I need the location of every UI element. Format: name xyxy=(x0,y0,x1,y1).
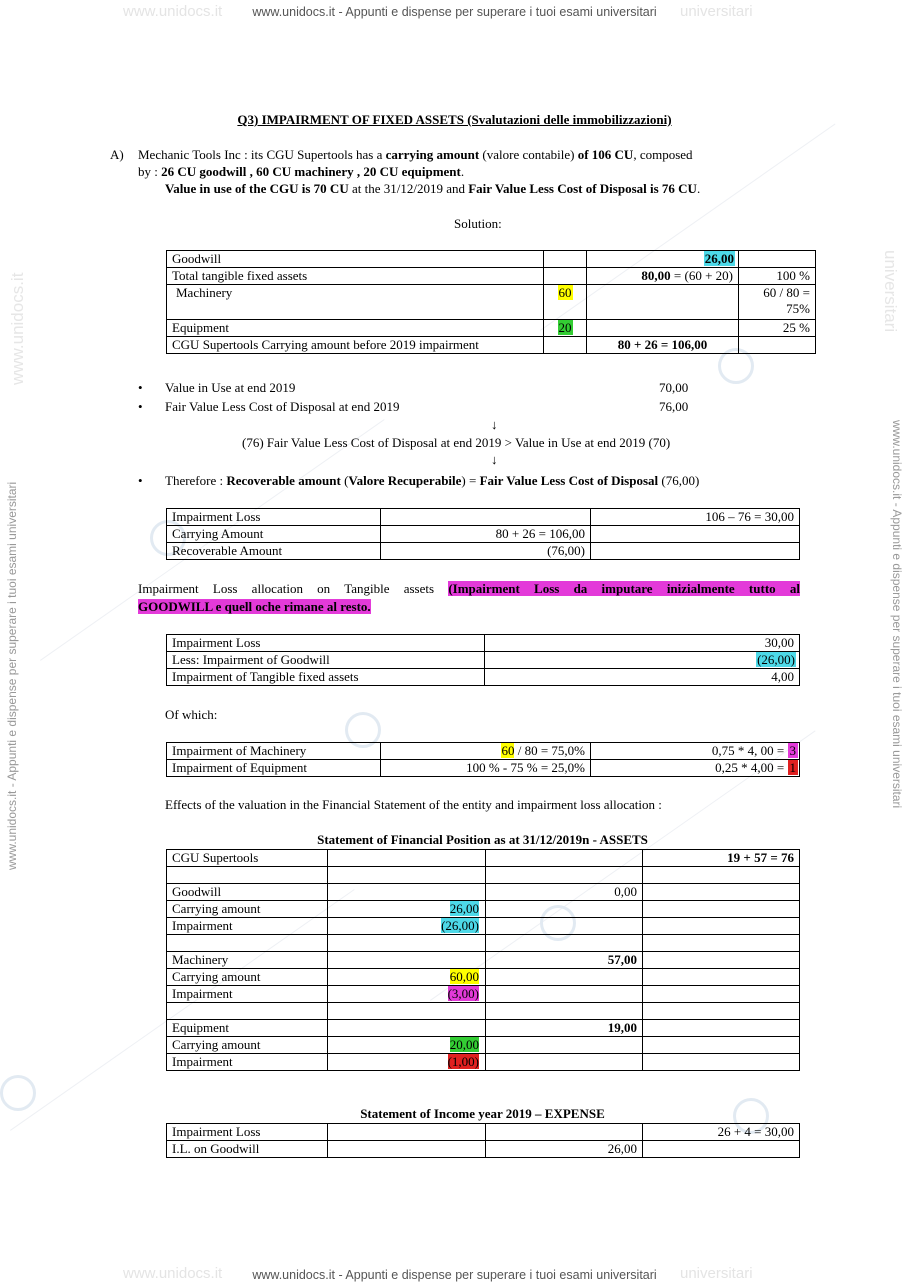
watermark-bottom: www.unidocs.it - Appunti e dispense per superare i tuoi esami universitari xyxy=(252,1268,657,1282)
value-in-use-bullet: • Value in Use at end 2019 xyxy=(165,380,295,396)
table-row: Carrying amount 20,00 xyxy=(167,1037,800,1054)
table-row xyxy=(167,935,800,952)
table-row: CGU Supertools 19 + 57 = 76 xyxy=(167,850,800,867)
table-row: Less: Impairment of Goodwill (26,00) xyxy=(167,652,800,669)
table-row: Machinery 60 60 / 80 = 75% xyxy=(167,285,816,320)
solution-label: Solution: xyxy=(454,216,502,231)
allocation-note: (Impairment Loss da imputare inizialmente tutto al xyxy=(448,581,801,596)
table-row: Equipment 20 25 % xyxy=(167,320,816,337)
table-row: Impairment (3,00) xyxy=(167,986,800,1003)
page-title: Q3) IMPAIRMENT OF FIXED ASSETS (Svalutazioni delle immobilizzazioni) xyxy=(237,112,672,127)
equipment-value: 20 xyxy=(558,320,572,335)
watermark-side-right: www.unidocs.it - Appunti e dispense per superare i tuoi esami universitari xyxy=(890,420,904,809)
table-row: Carrying amount 26,00 xyxy=(167,901,800,918)
table-row: Impairment of Tangible fixed assets 4,00 xyxy=(167,669,800,686)
down-arrow-icon: ↓ xyxy=(491,452,498,467)
of-which-label: Of which: xyxy=(165,707,218,722)
table-row: Impairment of Equipment 100 % - 75 % = 25,0% 0,25 * 4,00 = 1 xyxy=(167,760,800,777)
table-row: Goodwill 26,00 xyxy=(167,251,816,268)
watermark-top: www.unidocs.it - Appunti e dispense per superare i tuoi esami universitari xyxy=(252,5,657,19)
watermark-ghost-left-bottom: www.unidocs.it xyxy=(123,1265,223,1282)
table-row: Equipment 19,00 xyxy=(167,1020,800,1037)
allocation-line-2: GOODWILL e quell oche rimane al resto. xyxy=(138,599,371,614)
table-row: Impairment of Machinery 60 / 80 = 75,0% 0,75 * 4, 00 = 3 xyxy=(167,743,800,760)
income-statement-table xyxy=(166,1123,800,1158)
impairment-loss-table xyxy=(166,508,800,560)
table-row: Recoverable Amount (76,00) xyxy=(167,543,800,560)
machinery-value: 60 xyxy=(558,285,572,300)
table-row: Impairment (26,00) xyxy=(167,918,800,935)
recoverable-amount-bullet: • Therefore : Recoverable amount (Valore Recuperabile) = Fair Value Less Cost of Disposal (76,00) xyxy=(165,473,699,489)
goodwill-value: 26,00 xyxy=(704,251,734,266)
table-row xyxy=(167,1003,800,1020)
watermark-side-left: www.unidocs.it - Appunti e dispense per superare i tuoi esami universitari xyxy=(5,481,19,870)
financial-position-table xyxy=(166,849,800,1071)
table-row: Total tangible fixed assets 80,00 = (60 + 20) 100 % xyxy=(167,268,816,285)
table-row: Machinery 57,00 xyxy=(167,952,800,969)
fair-value-value: 76,00 xyxy=(659,399,689,414)
carrying-amount-table xyxy=(166,250,816,354)
value-in-use-value: 70,00 xyxy=(659,380,689,395)
intro-line-3: Value in use of the CGU is 70 CU at the 31/12/2019 and Fair Value Less Cost of Disposal is 76 CU. xyxy=(165,181,701,196)
watermark-ghost-right-bottom: universitari xyxy=(680,1265,753,1282)
watermark-ghost-left: www.unidocs.it xyxy=(123,3,223,20)
table-row: Carrying amount 60,00 xyxy=(167,969,800,986)
intro-line-2: by : 26 CU goodwill , 60 CU machinery , 20 CU equipment. xyxy=(138,164,465,179)
table-row: Impairment (1,00) xyxy=(167,1054,800,1071)
watermark-side-left-ghost: www.unidocs.it xyxy=(8,272,27,385)
tangible-split-table xyxy=(166,742,800,777)
down-arrow-icon: ↓ xyxy=(491,417,498,432)
income-title: Statement of Income year 2019 – EXPENSE xyxy=(360,1106,605,1121)
impairment-allocation-table xyxy=(166,634,800,686)
table-row: Impairment Loss 26 + 4 = 30,00 xyxy=(167,1124,800,1141)
effects-label: Effects of the valuation in the Financial Statement of the entity and impairment loss allocation : xyxy=(165,797,662,812)
fair-value-bullet: • Fair Value Less Cost of Disposal at end 2019 xyxy=(165,399,399,415)
sfp-title: Statement of Financial Position as at 31/12/2019n - ASSETS xyxy=(317,832,648,847)
comparison-line: (76) Fair Value Less Cost of Disposal at end 2019 > Value in Use at end 2019 (70) xyxy=(242,435,671,450)
table-row: Impairment Loss 106 – 76 = 30,00 xyxy=(167,509,800,526)
allocation-line-1: Impairment Loss allocation on Tangible assets (Impairment Loss da imputare inizialmente tutto al xyxy=(138,581,801,596)
unidocs-logo-icon xyxy=(0,1075,36,1111)
table-row: CGU Supertools Carrying amount before 2019 impairment 80 + 26 = 106,00 xyxy=(167,337,816,354)
table-row xyxy=(167,867,800,884)
intro-label: A) xyxy=(110,147,124,162)
table-row: I.L. on Goodwill 26,00 xyxy=(167,1141,800,1158)
watermark-ghost-right: universitari xyxy=(680,3,753,20)
intro-line-1: Mechanic Tools Inc : its CGU Supertools has a carrying amount (valore contabile) of 106 CU, composed xyxy=(138,147,693,162)
table-row: Goodwill 0,00 xyxy=(167,884,800,901)
table-row: Impairment Loss 30,00 xyxy=(167,635,800,652)
table-row: Carrying Amount 80 + 26 = 106,00 xyxy=(167,526,800,543)
watermark-side-right-ghost: universitari xyxy=(881,250,900,333)
